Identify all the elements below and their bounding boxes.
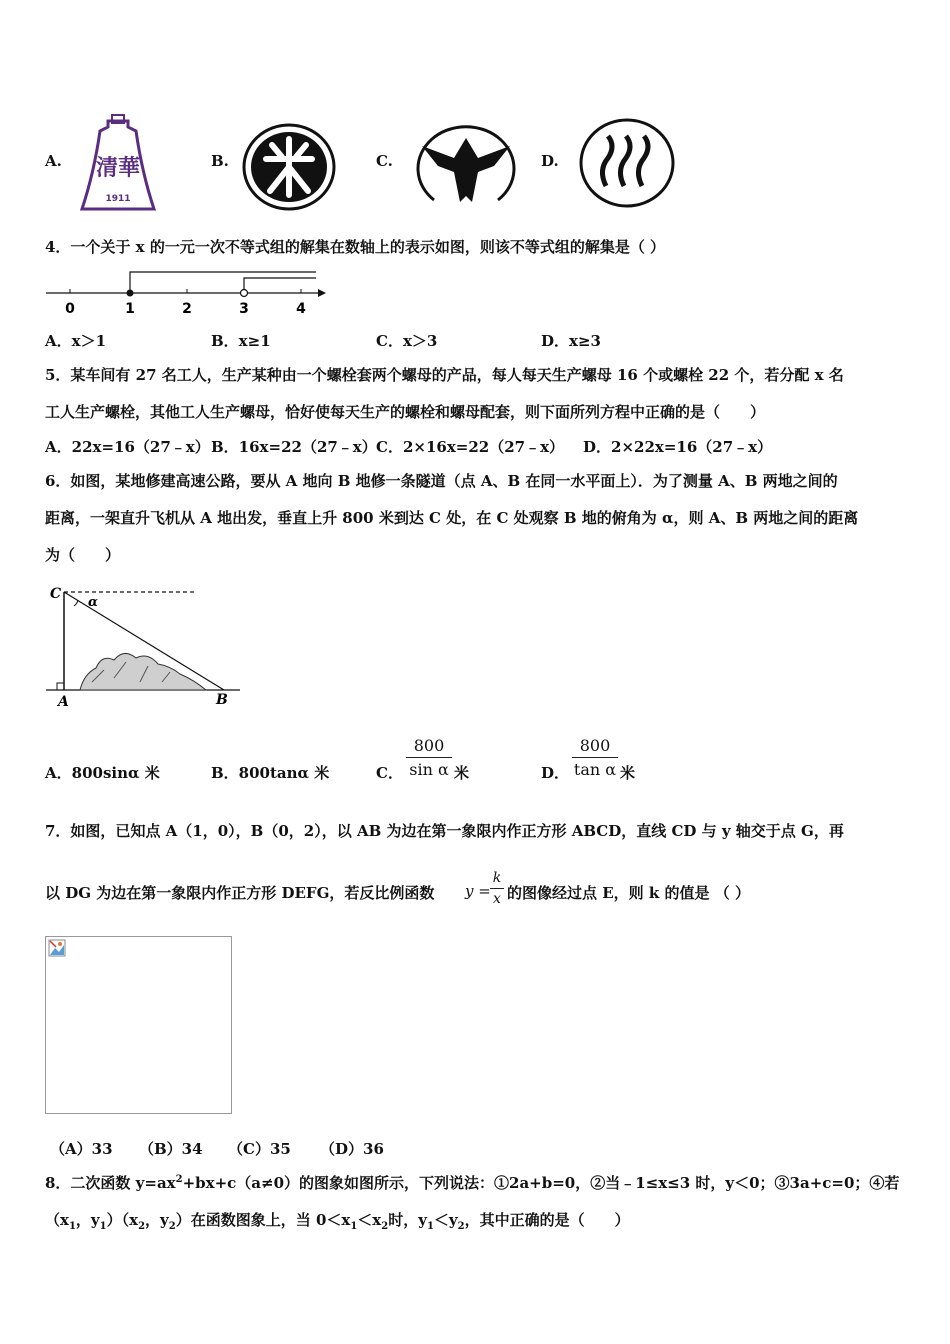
q4-option-d: D．x≥3 — [541, 332, 601, 350]
number-line-figure — [44, 268, 326, 318]
q6-stem-line3: 为（ ） — [45, 546, 121, 564]
q5-option-d: D．2×22x=16（27﹣x） — [583, 438, 773, 456]
fig-label-alpha: α — [88, 595, 99, 610]
peking-university-logo — [242, 123, 336, 211]
q5-option-b: B．16x=22（27﹣x） — [211, 438, 377, 456]
tick-label-2: 2 — [182, 301, 192, 317]
q3-option-a-label: A. — [45, 152, 62, 170]
q3-option-b-label: B. — [211, 152, 229, 170]
q7-stem-line1: 7．如图，已知点 A（1，0），B（0，2），以 AB 为边在第一象限内作正方形 ABCD，直线 CD 与 y 轴交于点 G，再 — [45, 822, 844, 840]
wavy-lines-logo — [578, 118, 676, 208]
q7-stem-line2-pre: 以 DG 为边在第一象限内作正方形 DEFG，若反比例函数 — [45, 884, 435, 902]
fig-label-a: A — [58, 694, 69, 710]
q6-option-c-fraction — [406, 736, 452, 779]
q6-option-a: A．800sinα 米 — [45, 764, 160, 782]
q6-option-c-numerator: 800 — [413, 736, 445, 755]
q6-option-d-fraction — [572, 736, 618, 779]
tsinghua-logo-text: 清華 — [95, 155, 141, 181]
q7-formula-y: y = — [465, 882, 491, 900]
q6-stem-line1: 6．如图，某地修建高速公路，要从 A 地向 B 地修一条隧道（点 A、B 在同一水平面上）．为了测量 A、B 两地之间的 — [45, 472, 838, 490]
q6-option-b: B．800tanα 米 — [211, 764, 330, 782]
q6-option-d-denominator: tan α — [573, 760, 617, 779]
q7-formula-denominator: x — [493, 891, 501, 907]
tsinghua-bell-logo — [78, 113, 158, 217]
q7-formula-numerator: k — [492, 870, 502, 886]
q6-stem-line2: 距离，一架直升飞机从 A 地出发，垂直上升 800 米到达 C 处，在 C 处观察 B 地的俯角为 α，则 A、B 两地之间的距离 — [45, 509, 859, 527]
fig-label-b: B — [216, 692, 228, 708]
q4-option-b: B．x≥1 — [211, 332, 271, 350]
q6-option-d-numerator: 800 — [579, 736, 611, 755]
q6-option-c-label: C． — [376, 764, 403, 782]
missing-image-placeholder — [45, 936, 232, 1114]
q5-stem-line1: 5．某车间有 27 名工人，生产某种由一个螺栓套两个螺母的产品，每人每天生产螺母 16 个或螺栓 22 个，若分配 x 名 — [45, 366, 844, 384]
tick-label-3: 3 — [239, 301, 249, 317]
q5-option-a: A．22x=16（27﹣x） — [45, 438, 210, 456]
q7-stem-line2-post: 的图像经过点 E，则 k 的值是 （ ） — [507, 884, 750, 902]
tick-label-0: 0 — [65, 301, 75, 317]
q4-option-a: A．x＞1 — [45, 332, 107, 350]
q8-stem-line2: （$x_1$，$y_1)(x_2$，$y_2$）在函数图象上，当 $0<x_1<x_2$时，$y_1<y_2$，其中正确的是（ ） — [45, 1211, 630, 1232]
q8-stem-line1: 8．二次函数 $y=ax^2+bx+c(a\ne 0)$的图象如图所示，下列说法：①2a+b=0，②当﹣1≤x≤3 时，y＜0；③3a+c=0；④若 — [45, 1174, 900, 1192]
q6-option-c-denominator: sin α — [409, 760, 449, 779]
q5-option-c: C．2×16x=22（27﹣x） — [376, 438, 565, 456]
q7-option-d: （D）36 — [320, 1140, 384, 1158]
q3-option-c-label: C. — [376, 152, 393, 170]
q3-option-d-label: D. — [541, 152, 559, 170]
q7-option-a: （A）33 — [50, 1140, 113, 1158]
tick-label-1: 1 — [125, 301, 135, 317]
broken-image-icon — [48, 939, 66, 957]
tunnel-figure — [44, 582, 244, 712]
q7-formula-fraction — [490, 870, 504, 907]
q4-stem: 4．一个关于 x 的一元一次不等式组的解集在数轴上的表示如图，则该不等式组的解集是（ ） — [45, 238, 666, 256]
q7-option-b: （B）34 — [139, 1140, 203, 1158]
bird-emblem-logo — [414, 118, 518, 208]
q6-option-d-label: D． — [541, 764, 570, 782]
q5-stem-line2: 工人生产螺栓，其他工人生产螺母，恰好使每天生产的螺栓和螺母配套，则下面所列方程中正确的是（ ） — [45, 403, 766, 421]
q7-option-c: （C）35 — [228, 1140, 291, 1158]
fig-label-c: C — [50, 586, 62, 602]
q6-option-d-unit: 米 — [620, 764, 636, 782]
q6-option-c-unit: 米 — [454, 764, 470, 782]
tsinghua-logo-year: 1911 — [105, 194, 131, 204]
q4-option-c: C．x＞3 — [376, 332, 438, 350]
tick-label-4: 4 — [296, 301, 306, 317]
